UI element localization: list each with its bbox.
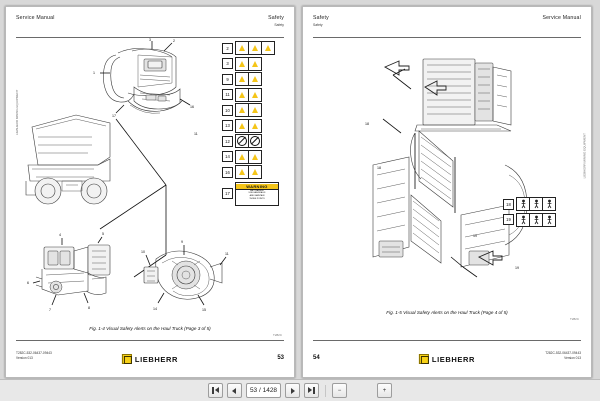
page-left-side-text: LIEBHERR MINING EQUIPMENT <box>15 89 19 135</box>
header-left-subtitle: Safety <box>313 23 323 27</box>
person-icon <box>517 198 530 210</box>
header-left-title: Safety <box>313 15 329 21</box>
warning-triangle-icon <box>249 151 261 163</box>
pictogram-row <box>503 197 556 211</box>
svg-text:7: 7 <box>49 308 51 312</box>
svg-text:1: 1 <box>93 71 95 75</box>
warning-label-line: THREE POINTS <box>249 197 265 200</box>
footer-doc-right <box>545 351 581 360</box>
pictogram-index: 16 <box>222 167 233 178</box>
pictogram-box <box>235 41 275 55</box>
pictogram-index: 19 <box>503 214 514 225</box>
svg-text:19: 19 <box>515 266 519 270</box>
pictogram-box <box>235 134 262 148</box>
figure-pump-assembly <box>27 232 124 313</box>
svg-text:18: 18 <box>377 166 381 170</box>
warning-label-line: FALL HAZARD <box>250 189 264 192</box>
liebherr-logo-text: LIEBHERR <box>431 354 476 364</box>
warning-triangle-icon <box>236 104 249 116</box>
previous-page-button[interactable] <box>227 383 242 398</box>
viewer-toolbar <box>0 379 600 401</box>
svg-text:18: 18 <box>365 122 369 126</box>
warning-label-line: USE HANDRAILS <box>248 192 266 195</box>
footer-doc-line1: T282C-532-06437-09443 <box>16 351 52 356</box>
figure-right-callouts <box>313 15 581 355</box>
pictogram-box <box>235 72 262 86</box>
header-right-title: Service Manual <box>542 15 581 21</box>
pictogram-index: 10 <box>222 105 233 116</box>
svg-text:19: 19 <box>473 234 477 238</box>
warning-triangle-icon <box>236 166 249 178</box>
page-number-input[interactable]: 53 / 1428 <box>246 383 281 398</box>
page-left <box>5 6 295 378</box>
page-right-side-text: LIEBHERR MINING EQUIPMENT <box>582 133 586 179</box>
figure-caption-left: Fig. 1-4 Visual Safety Alerts on the Haul Truck (Page 3 of 5) <box>89 326 211 331</box>
last-page-button[interactable] <box>304 383 319 398</box>
liebherr-logo-text: LIEBHERR <box>134 354 179 364</box>
pictogram-index: 11 <box>222 89 233 100</box>
svg-text:6: 6 <box>27 281 29 285</box>
warning-triangle-icon <box>236 42 249 54</box>
pictogram-index: 2 <box>222 43 233 54</box>
pictogram-row <box>222 41 279 55</box>
warning-triangle-icon <box>236 89 249 101</box>
prohibition-icon <box>236 135 249 147</box>
svg-text:4: 4 <box>59 233 61 237</box>
footer-doc-line2: Version 013 <box>16 355 33 360</box>
pictogram-row-warning <box>222 182 279 206</box>
person-icon <box>543 198 555 210</box>
svg-text:14: 14 <box>153 307 157 311</box>
person-icon <box>543 214 555 226</box>
pictogram-row <box>222 165 279 179</box>
footer-doc-line2: Version 013 <box>564 355 581 360</box>
warning-triangle-icon <box>249 42 262 54</box>
svg-text:16: 16 <box>190 105 194 109</box>
warning-triangle-icon <box>236 120 249 132</box>
svg-text:2: 2 <box>173 39 175 43</box>
header-right-subtitle: Safety <box>274 23 284 27</box>
person-icon <box>530 214 543 226</box>
figure-code-right: T282C <box>569 317 579 321</box>
warning-triangle-icon <box>249 120 261 132</box>
header-right-title: Safety <box>268 15 284 21</box>
header-left-title: Service Manual <box>16 15 55 21</box>
warning-label-line: AND MAINTAIN <box>249 194 265 197</box>
pictogram-index: 3 <box>222 58 233 69</box>
pictogram-row <box>222 150 279 164</box>
svg-text:9: 9 <box>181 240 183 244</box>
pictogram-index: 12 <box>222 136 233 147</box>
zoom-out-button[interactable]: − <box>332 383 347 398</box>
warning-triangle-icon <box>249 58 261 70</box>
page-left-footer <box>16 340 284 367</box>
figure-haul-truck <box>22 107 118 217</box>
svg-text:8: 8 <box>88 306 90 310</box>
page-right <box>302 6 592 378</box>
pictogram-row <box>222 57 279 71</box>
pictogram-row <box>222 103 279 117</box>
warning-triangle-icon <box>236 73 249 85</box>
svg-text:17: 17 <box>112 114 116 118</box>
pictogram-index: 17 <box>222 188 233 199</box>
svg-text:5: 5 <box>102 232 104 236</box>
first-page-button[interactable] <box>208 383 223 398</box>
footer-page-number-left: 53 <box>277 355 284 361</box>
pictogram-index: 9 <box>222 74 233 85</box>
figure-housing-assembly <box>138 241 232 313</box>
page-right-footer <box>313 340 581 367</box>
warning-triangle-icon <box>249 89 261 101</box>
person-icon <box>517 214 530 226</box>
pictogram-box <box>235 57 262 71</box>
svg-text:10: 10 <box>141 250 145 254</box>
pictogram-row <box>222 119 279 133</box>
pictogram-row <box>222 72 279 86</box>
svg-text:15: 15 <box>202 308 206 312</box>
pictogram-row <box>222 88 279 102</box>
figure-code-left: T282C <box>272 333 282 337</box>
person-icon <box>530 198 543 210</box>
pictogram-index: 18 <box>503 199 514 210</box>
svg-text:11: 11 <box>194 132 198 136</box>
pictogram-box <box>516 213 556 227</box>
warning-triangle-icon <box>249 73 261 85</box>
warning-triangle-icon <box>236 151 249 163</box>
svg-text:11: 11 <box>225 252 229 256</box>
pictogram-box <box>516 197 556 211</box>
liebherr-logo-mark <box>122 354 132 364</box>
warning-triangle-icon <box>236 58 249 70</box>
pictogram-box <box>235 165 262 179</box>
prohibition-icon <box>249 135 261 147</box>
pictogram-box <box>235 119 262 133</box>
footer-doc-left <box>16 351 52 360</box>
toolbar-divider <box>325 385 326 397</box>
pictogram-index: 14 <box>222 151 233 162</box>
next-page-button[interactable] <box>285 383 300 398</box>
warning-label <box>235 182 279 206</box>
pictogram-column-right <box>503 197 556 227</box>
pictogram-box <box>235 88 262 102</box>
page-left-header <box>16 15 284 38</box>
figure-caption-right: Fig. 1-5 Visual Safety Alerts on the Haul Truck (Page 4 of 5) <box>386 310 508 315</box>
warning-triangle-icon <box>249 166 261 178</box>
warning-triangle-icon <box>249 104 261 116</box>
svg-text:3: 3 <box>149 38 151 42</box>
zoom-in-button[interactable]: + <box>377 383 392 398</box>
pictogram-row <box>222 134 279 148</box>
liebherr-logo-mark <box>419 354 429 364</box>
pictogram-column-left <box>222 41 279 206</box>
footer-page-number-right: 54 <box>313 355 320 361</box>
footer-doc-line1: T282C-532-06437-09443 <box>545 351 581 356</box>
pictogram-box <box>235 150 262 164</box>
pictogram-index: 13 <box>222 120 233 131</box>
pictogram-row <box>503 213 556 227</box>
warning-triangle-icon <box>262 42 274 54</box>
pictogram-box <box>235 103 262 117</box>
warning-label-title: WARNING <box>236 184 278 190</box>
liebherr-logo <box>419 354 475 364</box>
liebherr-logo <box>122 354 178 364</box>
